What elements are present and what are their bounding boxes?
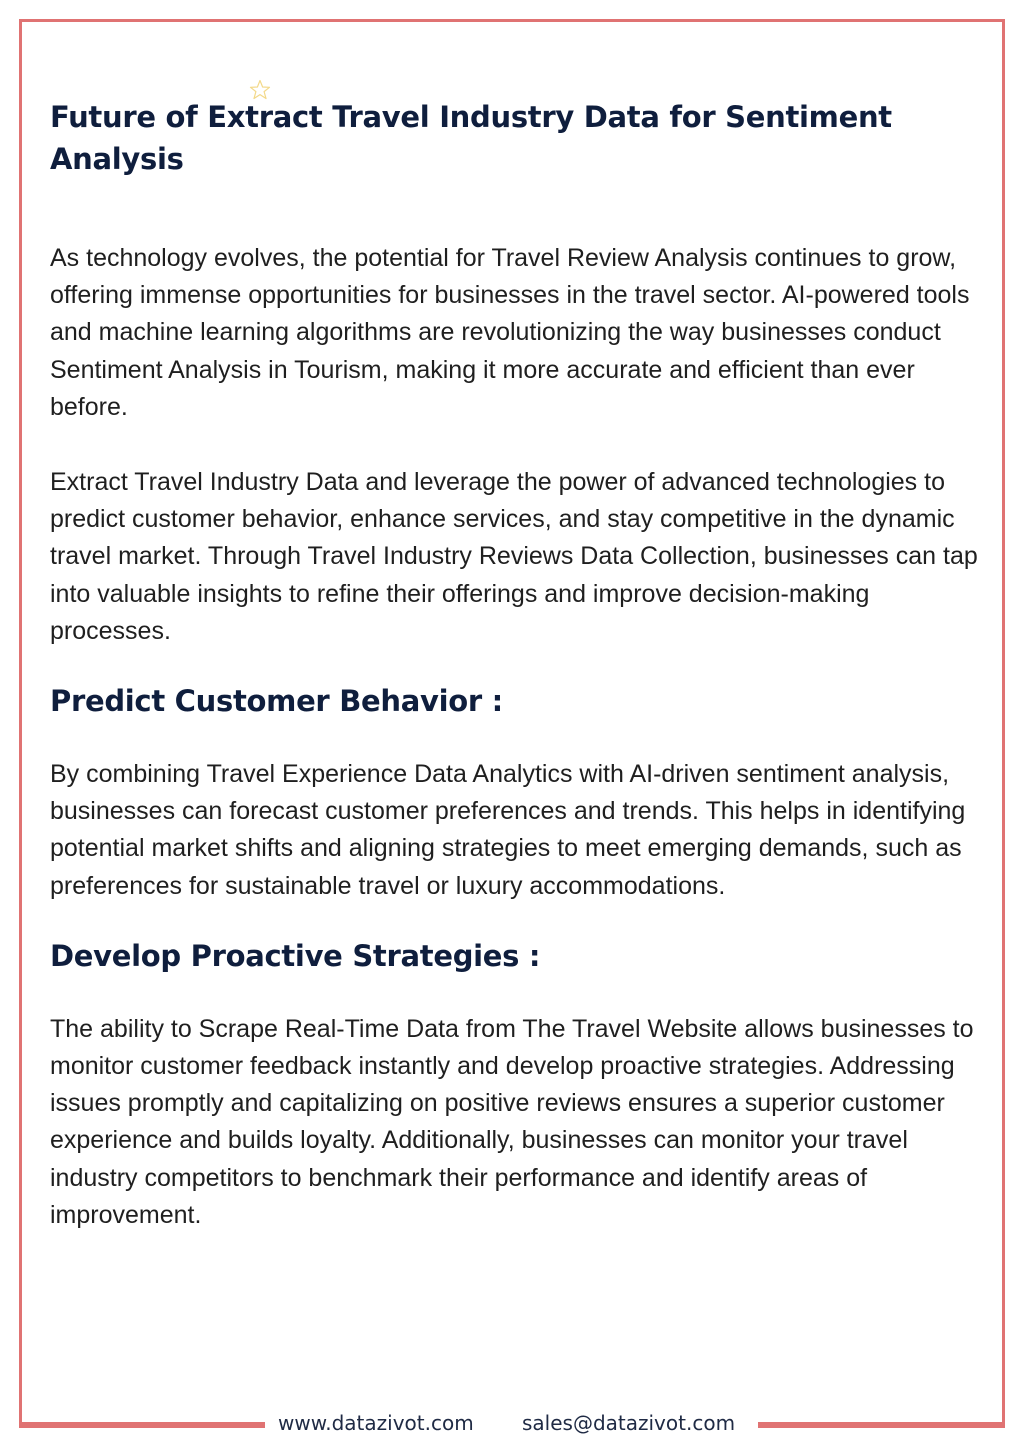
section-heading-predict-customer-behavior: Predict Customer Behavior :: [50, 684, 503, 719]
document-body: [50, 96, 980, 1234]
footer-divider-left: [19, 1422, 265, 1425]
section-body-develop-proactive-strategies: The ability to Scrape Real-Time Data from The Travel Website allows businesses to monitor customer feedback instantly and develop proactive strategies. Addressing issues promptly and capitalizing on positive reviews ensures a superior customer experience and builds loyalty. Additionally, businesses can monitor your travel industry competitors to benchmark their performance and identify areas of improvement.: [50, 1014, 974, 1229]
page-title: Future of Extract Travel Industry Data for Sentiment Analysis: [50, 100, 892, 176]
footer-email-link[interactable]: sales@datazivot.com: [522, 1411, 736, 1435]
footer-website-link[interactable]: www.datazivot.com: [278, 1411, 474, 1435]
intro-paragraph-1: As technology evolves, the potential for Travel Review Analysis continues to grow, offering immense opportunities for businesses in the travel sector. AI-powered tools and machine learning algorithms are revolutionizing the way businesses conduct Sentiment Analysis in Tourism, making it more accurate and efficient than ever before.: [50, 244, 970, 421]
section-body-predict-customer-behavior: By combining Travel Experience Data Analytics with AI-driven sentiment analysis, businesses can forecast customer preferences and trends. This helps in identifying potential market shifts and aligning strategies to meet emerging demands, such as preferences for sustainable travel or luxury accommodations.: [50, 760, 966, 900]
section-heading-develop-proactive-strategies: Develop Proactive Strategies :: [50, 938, 541, 973]
intro-paragraph-2: Extract Travel Industry Data and leverage the power of advanced technologies to predict customer behavior, enhance services, and stay competitive in the dynamic travel market. Through Travel Industry Reviews Data Collection, businesses can tap into valuable insights to refine their offerings and improve decision-making processes.: [50, 468, 978, 645]
page-footer: [0, 1400, 1023, 1448]
footer-divider-right: [758, 1422, 1002, 1425]
